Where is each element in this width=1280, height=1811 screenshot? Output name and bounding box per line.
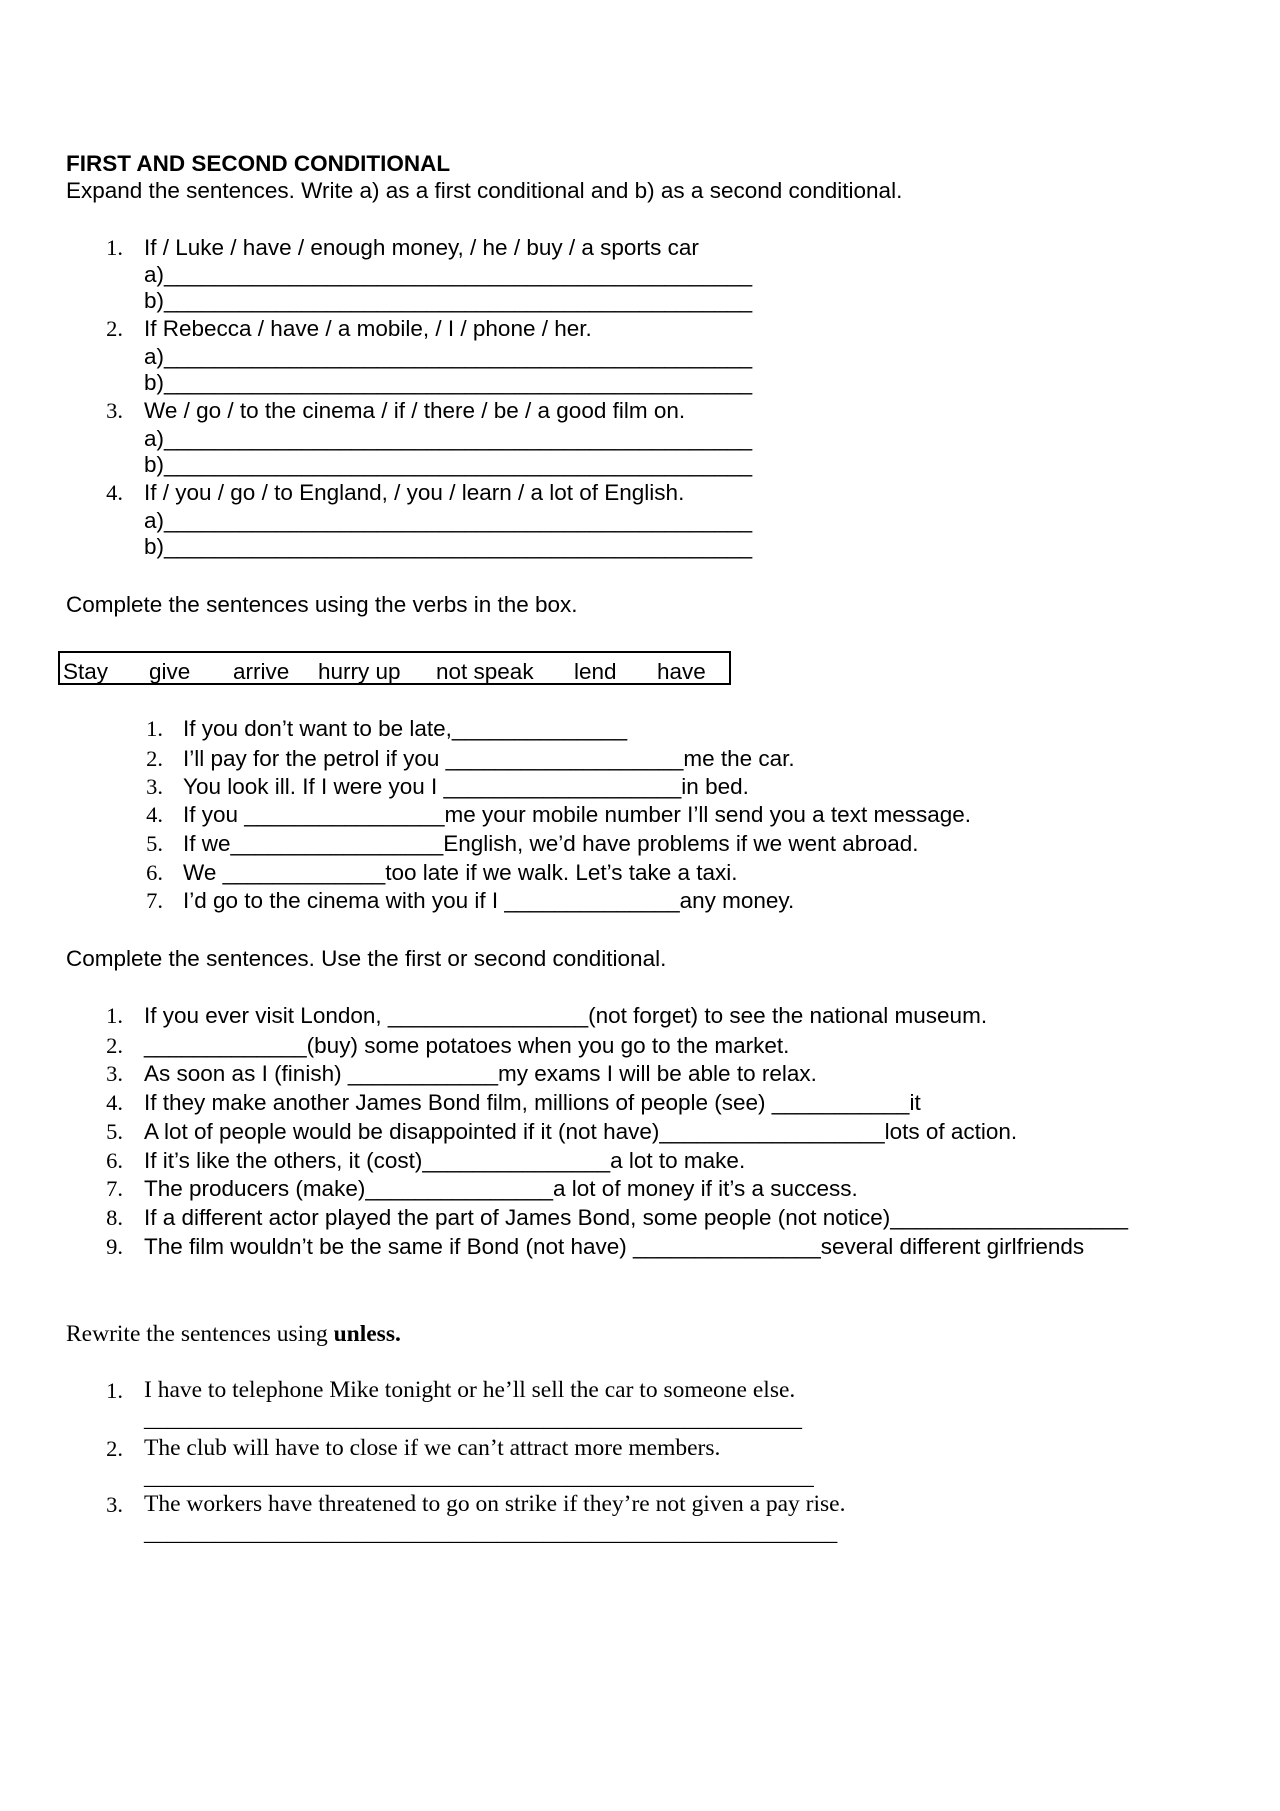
ex4-item-number: 3. — [106, 1492, 123, 1517]
ex2-item-text[interactable]: We _____________too late if we walk. Let’s take a taxi. — [183, 860, 738, 885]
ex1-item-number: 3. — [106, 398, 123, 423]
ex2-item-text[interactable]: You look ill. If I were you I ___________________in bed. — [183, 774, 749, 799]
ex1-answer-line-a[interactable]: a)_______________________________________________ — [144, 262, 753, 287]
ex1-item-text: If Rebecca / have / a mobile, / I / phone / her. — [144, 316, 592, 341]
ex1-answer-line-b[interactable]: b)_______________________________________________ — [144, 452, 753, 477]
ex2-item-text[interactable]: If we_________________English, we’d have problems if we went abroad. — [183, 831, 919, 856]
ex1-answer-line-a[interactable]: a)_______________________________________________ — [144, 344, 753, 369]
ex2-instruction: Complete the sentences using the verbs in the box. — [66, 592, 578, 617]
ex3-item-text[interactable]: _____________(buy) some potatoes when you go to the market. — [144, 1033, 790, 1058]
ex2-item-text[interactable]: If you don’t want to be late,______________ — [183, 716, 628, 741]
ex4-instruction-text: Rewrite the sentences using — [66, 1321, 334, 1347]
verb-option: arrive — [233, 659, 290, 684]
ex4-instruction — [66, 1323, 401, 1347]
ex1-answer-line-a[interactable]: a)_______________________________________________ — [144, 508, 753, 533]
ex4-item-text: The workers have threatened to go on strike if they’re not given a pay rise. — [144, 1491, 846, 1517]
ex1-answer-line-b[interactable]: b)_______________________________________________ — [144, 370, 753, 395]
verb-option: lend — [574, 659, 617, 684]
ex2-item-text[interactable]: I’d go to the cinema with you if I ______________any money. — [183, 888, 795, 913]
ex3-item-number: 5. — [106, 1119, 123, 1144]
ex2-item-number: 2. — [146, 746, 163, 771]
ex2-item-text[interactable]: If you ________________me your mobile number I’ll send you a text message. — [183, 802, 971, 827]
ex3-item-number: 6. — [106, 1148, 123, 1173]
ex3-item-number: 4. — [106, 1090, 123, 1115]
ex1-item-number: 2. — [106, 316, 123, 341]
ex1-answer-line-b[interactable]: b)_______________________________________________ — [144, 288, 753, 313]
ex3-item-number: 8. — [106, 1205, 123, 1230]
ex1-item-number: 1. — [106, 235, 123, 260]
ex4-answer-line[interactable]: ________________________________________________________ — [144, 1406, 802, 1432]
ex1-item-text: We / go / to the cinema / if / there / be / a good film on. — [144, 398, 686, 423]
ex3-item-text[interactable]: If they make another James Bond film, millions of people (see) ___________it — [144, 1090, 921, 1115]
ex2-item-number: 6. — [146, 860, 163, 885]
ex4-answer-line[interactable]: ___________________________________________________________ — [144, 1520, 838, 1546]
ex2-item-number: 3. — [146, 774, 163, 799]
verb-option: not speak — [436, 659, 534, 684]
ex3-item-text[interactable]: If it’s like the others, it (cost)_______________a lot to make. — [144, 1148, 746, 1173]
ex1-answer-line-a[interactable]: a)_______________________________________________ — [144, 426, 753, 451]
ex3-item-text[interactable]: If a different actor played the part of James Bond, some people (not notice)___________________ — [144, 1205, 1129, 1230]
ex4-item-number: 2. — [106, 1436, 123, 1461]
verb-option: Stay — [63, 659, 109, 684]
ex1-item-number: 4. — [106, 480, 123, 505]
ex1-item-text: If / Luke / have / enough money, / he / buy / a sports car — [144, 235, 699, 260]
ex3-item-number: 9. — [106, 1234, 123, 1259]
ex3-instruction: Complete the sentences. Use the first or second conditional. — [66, 946, 667, 971]
ex4-item-number: 1. — [106, 1378, 123, 1403]
ex3-item-text[interactable]: The film wouldn’t be the same if Bond (not have) _______________several different girlfriends — [144, 1234, 1085, 1259]
ex3-item-text[interactable]: The producers (make)_______________a lot of money if it’s a success. — [144, 1176, 858, 1201]
ex3-item-number: 3. — [106, 1061, 123, 1086]
ex2-item-number: 4. — [146, 802, 163, 827]
ex3-item-number: 2. — [106, 1033, 123, 1058]
ex3-item-text[interactable]: A lot of people would be disappointed if it (not have)__________________lots of action. — [144, 1119, 1018, 1144]
ex2-item-number: 5. — [146, 831, 163, 856]
verb-option: hurry up — [318, 659, 401, 684]
ex4-item-text: I have to telephone Mike tonight or he’ll sell the car to someone else. — [144, 1377, 796, 1403]
ex2-item-number: 7. — [146, 888, 163, 913]
ex3-item-number: 1. — [106, 1003, 123, 1028]
verb-option: have — [657, 659, 706, 684]
ex4-answer-line[interactable]: _________________________________________________________ — [144, 1464, 814, 1490]
verb-option: give — [149, 659, 191, 684]
ex1-item-text: If / you / go / to England, / you / learn / a lot of English. — [144, 480, 685, 505]
ex3-item-text[interactable]: As soon as I (finish) ____________my exams I will be able to relax. — [144, 1061, 817, 1086]
ex2-item-number: 1. — [146, 716, 163, 741]
ex3-item-number: 7. — [106, 1176, 123, 1201]
ex2-item-text[interactable]: I’ll pay for the petrol if you ___________________me the car. — [183, 746, 795, 771]
ex4-item-text: The club will have to close if we can’t attract more members. — [144, 1435, 721, 1461]
ex1-instruction: Expand the sentences. Write a) as a first conditional and b) as a second conditional. — [66, 178, 903, 203]
page-title: FIRST AND SECOND CONDITIONAL — [66, 151, 451, 176]
verb-box — [58, 651, 731, 685]
ex4-instruction-keyword: unless. — [333, 1321, 401, 1347]
ex3-item-text[interactable]: If you ever visit London, ________________(not forget) to see the national museum. — [144, 1003, 988, 1028]
ex1-answer-line-b[interactable]: b)_______________________________________________ — [144, 534, 753, 559]
